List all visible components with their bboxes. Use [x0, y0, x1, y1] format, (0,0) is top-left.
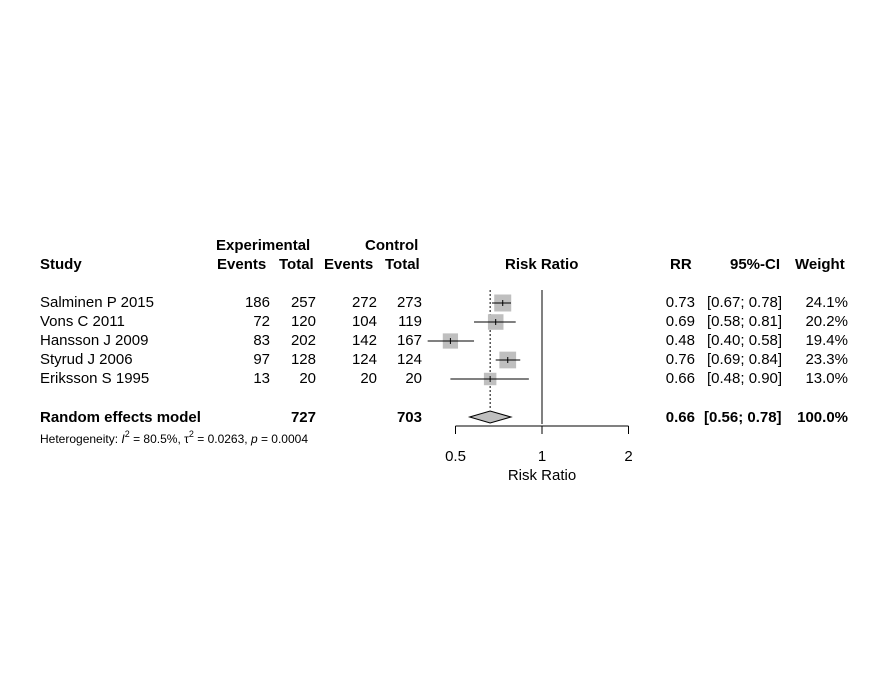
study-name: Eriksson S 1995 — [40, 370, 150, 387]
exp-events: 97 — [253, 351, 270, 368]
exp-events: 186 — [244, 294, 270, 311]
header-ctrl-events: Events — [324, 256, 374, 273]
study-rr: 0.73 — [665, 294, 695, 311]
pooled-weight: 100.0% — [797, 409, 848, 426]
exp-total: 257 — [290, 294, 316, 311]
ctrl-total: 167 — [396, 332, 422, 349]
study-rr: 0.48 — [665, 332, 695, 349]
x-tick-label: 0.5 — [445, 448, 466, 465]
study-name: Salminen P 2015 — [40, 294, 154, 311]
ctrl-events: 142 — [351, 332, 377, 349]
study-ci: [0.58; 0.81] — [707, 313, 783, 330]
header-exp-total: Total — [279, 256, 314, 273]
exp-total: 202 — [290, 332, 316, 349]
header-weight: Weight — [795, 256, 845, 273]
pooled-exp-total: 727 — [290, 409, 316, 426]
header-control: Control — [365, 237, 419, 254]
ctrl-total: 20 — [405, 370, 422, 387]
ctrl-total: 119 — [398, 313, 422, 330]
study-ci: [0.67; 0.78] — [707, 294, 783, 311]
heterogeneity-text: Heterogeneity: $I^2 = 80.5\%$, $\tau^2 = 0.0263$, p = 0.0004 — [40, 429, 309, 446]
pooled-label: Random effects model — [40, 409, 201, 426]
pooled-ci: [0.56; 0.78] — [704, 409, 782, 426]
study-ci: [0.40; 0.58] — [707, 332, 783, 349]
exp-total: 128 — [290, 351, 316, 368]
study-weight: 19.4% — [805, 332, 848, 349]
x-tick-label: 2 — [624, 448, 633, 465]
header-rr: RR — [670, 256, 692, 273]
ctrl-events: 124 — [351, 351, 377, 368]
pooled-rr: 0.66 — [665, 409, 695, 426]
header-exp-events: Events — [217, 256, 267, 273]
study-rr: 0.76 — [665, 351, 695, 368]
x-tick-label: 1 — [537, 448, 547, 465]
ctrl-events: 104 — [351, 313, 377, 330]
header-plot-title: Risk Ratio — [505, 256, 579, 273]
study-rr: 0.66 — [665, 370, 695, 387]
pooled-ctrl-total: 703 — [396, 409, 422, 426]
ctrl-events: 272 — [351, 294, 377, 311]
study-weight: 20.2% — [805, 313, 848, 330]
header-ci: 95%-CI — [730, 256, 781, 273]
header-ctrl-total: Total — [385, 256, 420, 273]
study-name: Hansson J 2009 — [40, 332, 149, 349]
header-experimental: Experimental — [216, 237, 311, 254]
study-ci: [0.69; 0.84] — [707, 351, 783, 368]
pooled-diamond — [470, 411, 511, 423]
x-axis-label: Risk Ratio — [507, 467, 577, 484]
ctrl-total: 273 — [396, 294, 422, 311]
exp-total: 120 — [290, 313, 316, 330]
exp-events: 13 — [253, 370, 270, 387]
header-study: Study — [40, 256, 82, 273]
exp-total: 20 — [299, 370, 316, 387]
study-rr: 0.69 — [665, 313, 695, 330]
study-weight: 23.3% — [805, 351, 848, 368]
ctrl-total: 124 — [396, 351, 422, 368]
study-name: Styrud J 2006 — [40, 351, 133, 368]
study-weight: 24.1% — [805, 294, 848, 311]
exp-events: 83 — [253, 332, 270, 349]
study-name: Vons C 2011 — [40, 313, 125, 330]
study-ci: [0.48; 0.90] — [707, 370, 783, 387]
ctrl-events: 20 — [360, 370, 377, 387]
study-weight: 13.0% — [805, 370, 848, 387]
exp-events: 72 — [253, 313, 270, 330]
